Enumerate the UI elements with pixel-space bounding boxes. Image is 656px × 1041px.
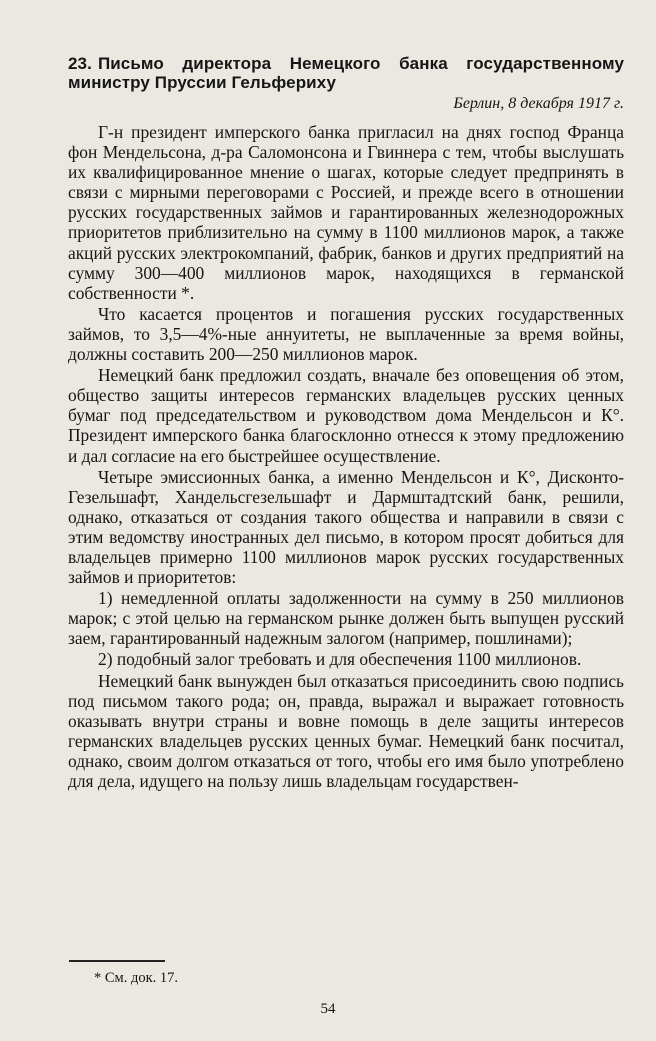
footnote: * См. док. 17.: [94, 970, 179, 986]
document-heading: [68, 54, 624, 92]
footnote-divider: [69, 960, 165, 962]
list-item-2: 2) подобный залог требовать и для обеспечения 1100 миллионов.: [98, 649, 582, 670]
paragraph-5: Немецкий банк вынужден был отказаться присоединить свою подпись под письмом такого рода; он, правда, выражал и выражает готовность оказывать внутри страны и вовне помощь в деле защиты интересов германских владельцев русских ценных бумаг. Немецкий банк посчитал, однако, своим долгом отказаться от того, чтобы его имя было употреблено для дела, идущего на пользу лишь владельцам государствен-: [68, 670, 624, 791]
document-body: [68, 54, 624, 791]
paragraph-3: Немецкий банк предложил создать, вначале без оповещения об этом, общество защиты интересов германских владельцев русских ценных бумаг под председательством и руководством дома Мендельсон и К°. Президент имперского банка благосклонно отнесся к этому предложению и дал согласие на его быстрейшее осуществление.: [68, 365, 624, 466]
dateline: Берлин, 8 декабря 1917 г.: [453, 95, 624, 112]
list-item-1: 1) немедленной оплаты задолженности на сумму в 250 миллионов марок; с этой целью на германском рынке должен быть выпущен русский заем, гарантированный надежным залогом (например, пошлинами);: [68, 588, 624, 649]
paragraph-1: Г-н президент имперского банка пригласил на днях господ Франца фон Мендельсона, д-ра Саломонсона и Гвиннера с тем, чтобы выслушать их квалифицированное мнение о шагах, которые следует предпринять в связи с мирными переговорами с Россией, и прежде всего в отношении русских государственных займов и гарантированных железнодорожных приоритетов приблизительно на сумму в 1100 миллионов марок, а также акций русских электрокомпаний, фабрик, банков и других предприятий на сумму 300—400 миллионов марок, находящихся в германской собственности *.: [68, 122, 624, 303]
paragraph-4: Четыре эмиссионных банка, а именно Мендельсон и К°, Дисконто-Гезельшафт, Хандельсгезельшафт и Дармштадтский банк, решили, однако, отказаться от создания такого общества и направили в связи с этим ведомству иностранных дел письмо, в котором просят добиться для владельцев примерно 1100 миллионов марок русских государственных займов и приоритетов:: [68, 466, 624, 588]
document-title: Письмо директора Немецкого банка государственному министру Пруссии Гельфериху: [68, 54, 624, 92]
page-number: 54: [320, 1001, 336, 1017]
paragraph-2: Что касается процентов и погашения русских государственных займов, то 3,5—4%-ные аннуитеты, не выплаченные за время войны, должны составить 200—250 миллионов марок.: [68, 303, 624, 365]
document-number: 23.: [68, 54, 92, 73]
